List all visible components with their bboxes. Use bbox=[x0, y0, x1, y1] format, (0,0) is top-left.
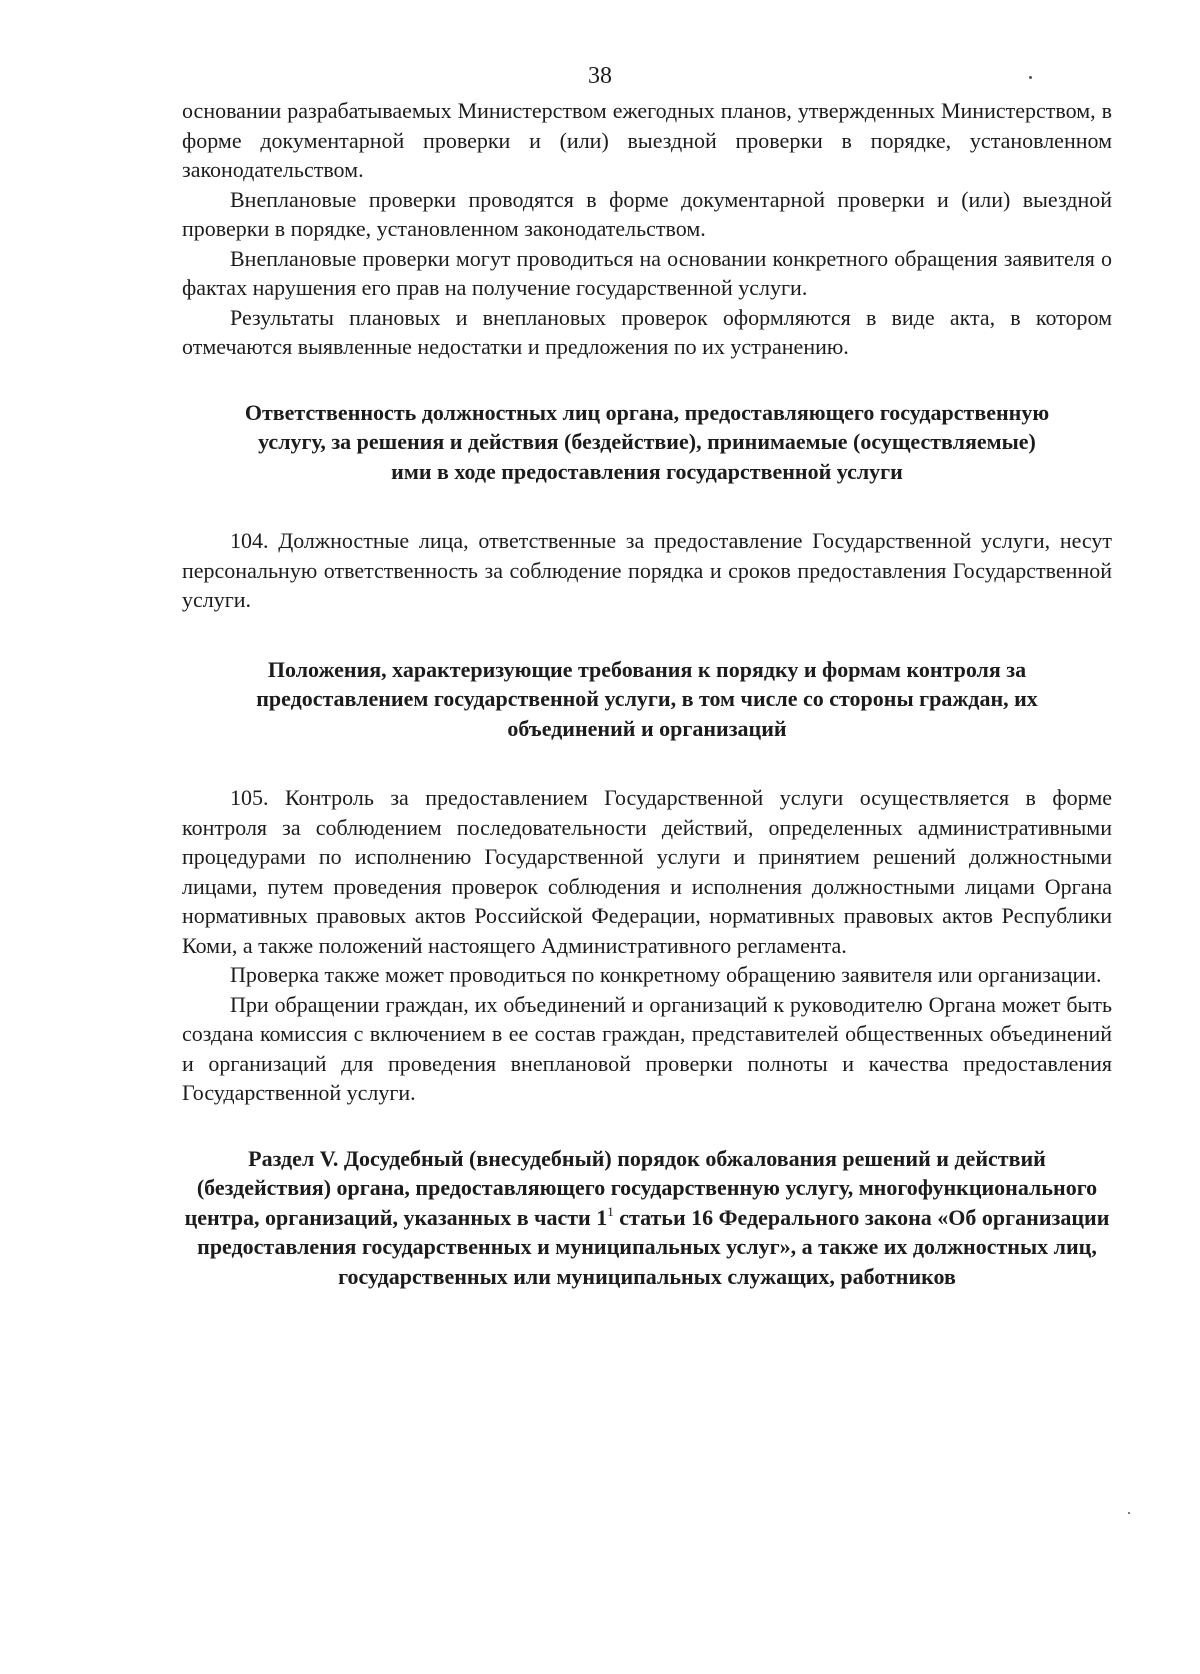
page-number: 38 bbox=[588, 63, 612, 89]
paragraph: При обращении граждан, их объединений и организаций к руководителю Органа может быть создана комиссия с включением в ее состав граждан, представителей общественных объединений и организаций для проведения внеплановой проверки полноты и качества предоставления Государственной услуги. bbox=[182, 991, 1112, 1105]
paragraph: Проверка также может проводиться по конкретному обращению заявителя или организации. bbox=[230, 962, 1102, 987]
document-body bbox=[182, 96, 1112, 1291]
paragraph: Результаты плановых и внеплановых проверок оформляются в виде акта, в котором отмечаются выявленные недостатки и предложения по их устранению. bbox=[182, 304, 1112, 359]
section-v-heading-part2: статьи 16 Федерального закона «Об организации предоставления государственных и муниципальных услуг», а также их должностных лиц, государственных или муниципальных служащих, работников bbox=[197, 1204, 1110, 1289]
section-heading-v bbox=[182, 1144, 1112, 1292]
section-heading-control: Положения, характеризующие требования к порядку и формам контроля за предоставлением государственной услуги, в том числе со стороны граждан, их объединений и организаций bbox=[256, 656, 1038, 741]
section-v-heading-part1: Раздел V. Досудебный (внесудебный) порядок обжалования решений и действий (бездействия) органа, предоставляющего государственную услугу, многофункционального центра, организаций, указанных в части 1 bbox=[184, 1145, 1098, 1230]
scan-speck bbox=[1128, 1512, 1130, 1514]
footnote-superscript: 1 bbox=[607, 1203, 614, 1219]
paragraph-105: 105. Контроль за предоставлением Государственной услуги осуществляется в форме контроля за соблюдением последовательности действий, определенных административными процедурами по исполнению Государственной услуги и принятием решений должностными лицами, путем проведения проверок соблюдения и исполнения должностными лицами Органа нормативных правовых актов Российской Федерации, нормативных правовых актов Республики Коми, а также положений настоящего Административного регламента. bbox=[182, 785, 1112, 958]
scan-speck bbox=[1029, 76, 1032, 79]
paragraph-104: 104. Должностные лица, ответственные за предоставление Государственной услуги, несут персональную ответственность за соблюдение порядка и сроков предоставления Государственной услуги. bbox=[182, 528, 1112, 612]
paragraph: Внеплановые проверки могут проводиться на основании конкретного обращения заявителя о фактах нарушения его прав на получение государственной услуги. bbox=[182, 245, 1112, 300]
section-heading-responsibility: Ответственность должностных лиц органа, предоставляющего государственную услугу, за решения и действия (бездействие), принимаемые (осуществляемые) ими в ходе предоставления государственной услуги bbox=[244, 399, 1050, 484]
paragraph: Внеплановые проверки проводятся в форме документарной проверки и (или) выездной проверки в порядке, установленном законодательством. bbox=[182, 186, 1112, 241]
paragraph: основании разрабатываемых Министерством ежегодных планов, утвержденных Министерством, в форме документарной проверки и (или) выездной проверки в порядке, установленном законодательством. bbox=[182, 98, 1112, 182]
